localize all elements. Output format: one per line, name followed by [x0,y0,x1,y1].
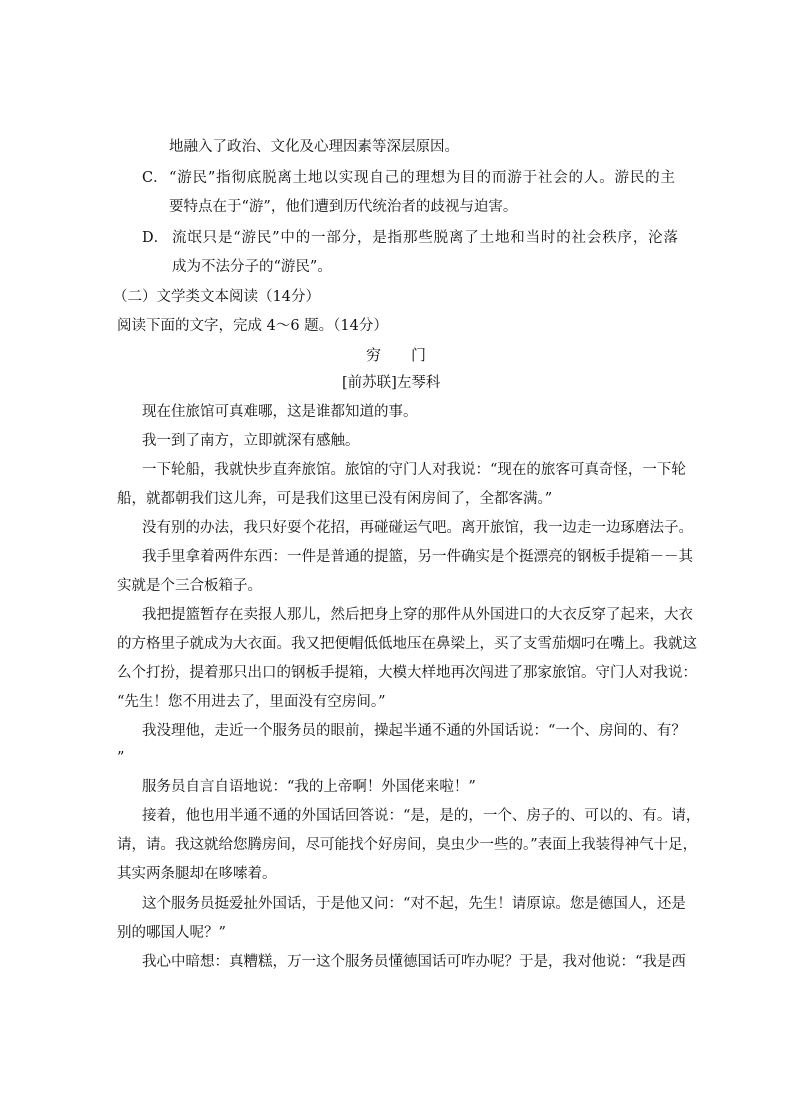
option-b-continued: 地融入了政治、文化及心理因素等深层原因。 [169,139,459,155]
story-paragraph-line: 别的哪国人呢？” [117,925,226,941]
story-paragraph-line: “先生！您不用进去了，里面没有空房间。” [117,694,386,710]
story-paragraph-line: 么个打扮，提着那只出口的钢板手提箱，大模大样地再次闯进了那家旅馆。守门人对我说： [117,665,697,681]
story-paragraph-line: 我把提篮暂存在卖报人那儿，然后把身上穿的那件从外国进口的大衣反穿了起来，大衣 [142,607,693,623]
story-paragraph-line: 一下轮船，我就快步直奔旅馆。旅馆的守门人对我说：“现在的旅客可真奇怪，一下轮 [142,462,686,478]
story-paragraph-line: ” [117,750,125,766]
story-paragraph-line: 接着，他也用半通不通的外国话回答说：“是，是的，一个、房子的、可以的、有。请， [142,808,701,824]
option-c-line-2: 要特点在于“游”，他们遭到历代统治者的歧视与迫害。 [169,199,518,215]
option-c-label: C． [142,170,168,186]
story-paragraph-line: 实就是个三合板箱子。 [117,578,262,594]
story-title: 穷 门 [366,346,427,364]
story-paragraph-line: 我心中暗想：真糟糕，万一这个服务员懂德国话可咋办呢？于是，我对他说：“我是西 [142,954,686,970]
story-paragraph-line: 请，请。我这就给您腾房间，尽可能找个好房间，臭虫少一些的。”表面上我装得神气十足， [117,837,698,853]
story-paragraph-line: 没有别的办法，我只好耍个花招，再碰碰运气吧。离开旅馆，我一边走一边琢磨法子。 [142,520,693,536]
option-c-line-1: “游民”指彻底脱离土地以实现自己的理想为目的而游于社会的人。游民的主 [169,170,675,186]
option-d-line-1: 流氓只是“游民”中的一部分，是指那些脱离了土地和当时的社会秩序，沦落 [172,230,678,246]
story-paragraph-line: 船，就都朝我们这儿奔，可是我们这里已没有闲房间了，全都客满。” [117,491,553,507]
story-paragraph-line: 其实两条腿却在哆嗦着。 [117,866,277,882]
story-paragraph-line: 的方格里子就成为大衣面。我又把便帽低低地压在鼻梁上，买了支雪茄烟叼在嘴上。我就这 [117,636,697,652]
story-paragraph-line: 服务员自言自语地说：“我的上帝啊！外国佬来啦！” [142,779,476,795]
story-author: [前苏联]左琴科 [342,375,441,391]
option-d-line-2: 成为不法分子的“游民”。 [172,259,332,275]
story-paragraph-line: 我一到了南方，立即就深有感触。 [142,433,360,449]
story-paragraph-line: 这个服务员挺爱扯外国话，于是他又问：“对不起，先生！请原谅。您是德国人，还是 [142,896,686,912]
story-paragraph-line: 我没理他，走近一个服务员的眼前，操起半通不通的外国话说：“一个、房间的、有？ [142,723,686,739]
section-instruction: 阅读下面的文字，完成 4～6 题。（14分） [117,318,388,334]
section-heading: （二）文学类文本阅读（14分） [113,289,320,305]
option-d-label: D． [142,230,169,246]
story-paragraph-line: 我手里拿着两件东西：一件是普通的提篮，另一件确实是个挺漂亮的钢板手提箱－－其 [142,549,693,565]
story-paragraph-line: 现在住旅馆可真难哪，这是谁都知道的事。 [142,404,418,420]
